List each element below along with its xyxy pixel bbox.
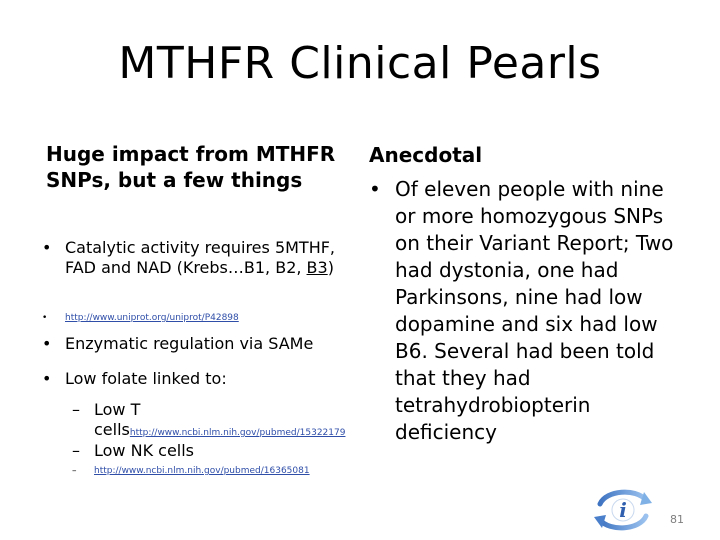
- bullet-dot: •: [42, 313, 48, 323]
- pubmed-link-15322179[interactable]: http://www.ncbi.nlm.nih.gov/pubmed/15322179: [129, 428, 346, 438]
- bullet-dot: •: [369, 177, 381, 201]
- dash: –: [72, 466, 77, 476]
- dash: –: [72, 441, 80, 460]
- sub-bullet-text: Low NK cells: [94, 441, 195, 460]
- page-number: 81: [670, 513, 684, 526]
- dash: –: [72, 400, 80, 419]
- info-cycle-icon-graphic: [592, 484, 654, 536]
- bullet-text: Of eleven people with nine or more homozygous SNPs on their Variant Report; Two had dystonia, one had Parkinsons, nine had low dopamine and six had low B6. Several had been told that they had tetrahydrobiopterin deficiency: [395, 177, 674, 444]
- bullet-dot: •: [42, 238, 52, 257]
- underlined-b3: B3: [306, 258, 328, 277]
- bullet-dot: •: [42, 334, 52, 353]
- info-letter: i: [619, 498, 627, 522]
- slide-title: MTHFR Clinical Pearls: [118, 38, 602, 89]
- right-column-heading: Anecdotal: [369, 143, 483, 167]
- bullet-dot: •: [42, 369, 52, 388]
- sub-bullet-text: Low T cells: [94, 400, 141, 439]
- bullet-text-main: Catalytic activity requires 5MTHF, FAD and NAD (Krebs…B1, B2,: [65, 238, 336, 277]
- bullet-text: [65, 238, 340, 278]
- info-cycle-icon[interactable]: [592, 484, 654, 536]
- pubmed-link-16365081[interactable]: http://www.ncbi.nlm.nih.gov/pubmed/16365081: [94, 466, 310, 476]
- uniprot-link[interactable]: http://www.uniprot.org/uniprot/P42898: [65, 313, 239, 323]
- bullet-text: Enzymatic regulation via SAMe: [65, 334, 314, 353]
- left-column-heading: Huge impact from MTHFR SNPs, but a few things: [46, 142, 336, 192]
- bullet-text: Low folate linked to:: [65, 369, 227, 388]
- bullet-text-tail: ): [327, 258, 334, 277]
